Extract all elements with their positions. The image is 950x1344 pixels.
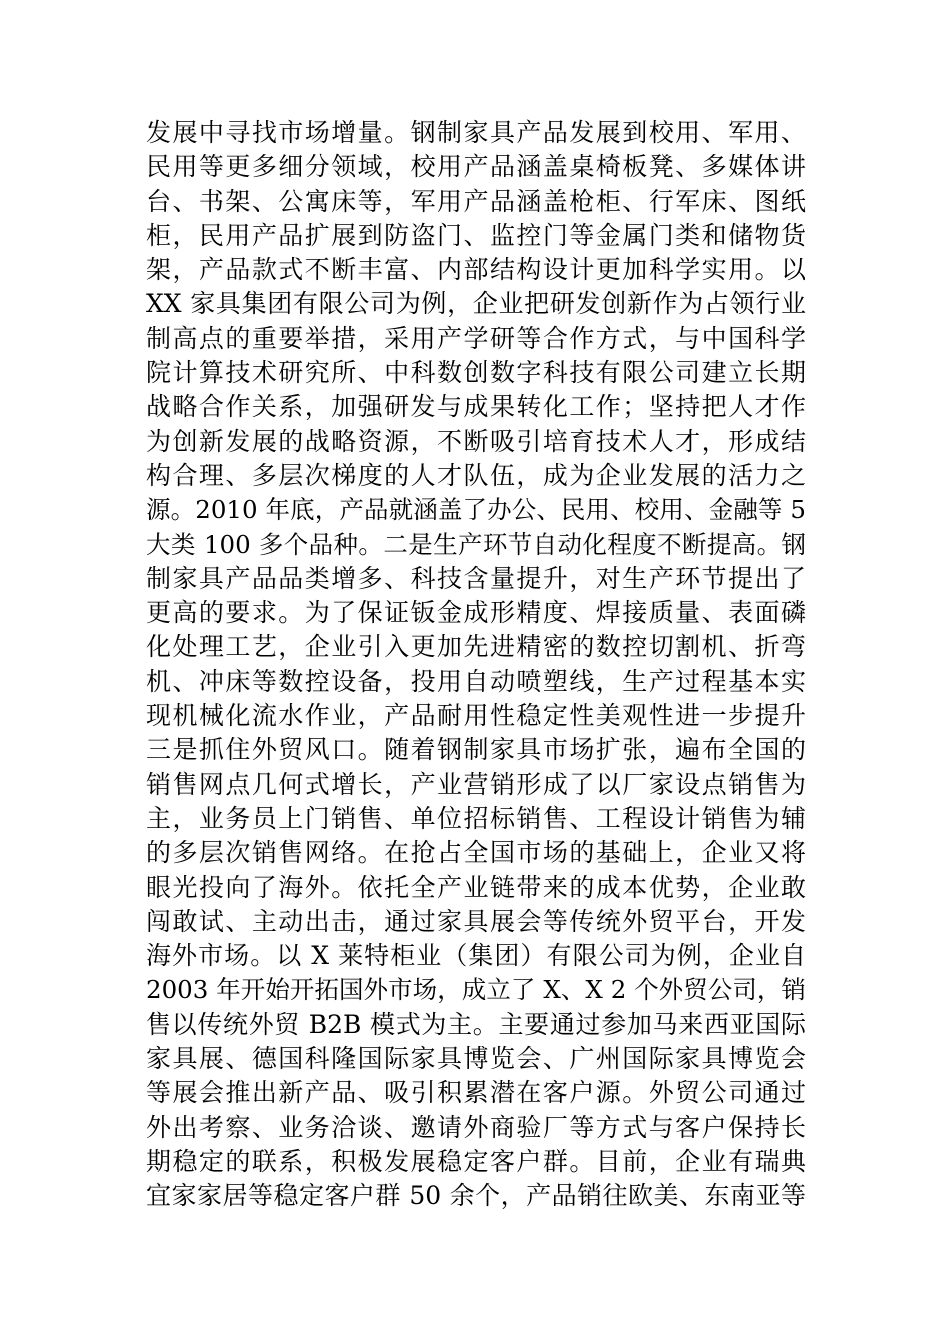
text-line-15: 更高的要求。为了保证钣金成形精度、焊接质量、表面磷 <box>146 598 806 628</box>
text-line-10: 为创新发展的战略资源，不断吸引培育技术人才，形成结 <box>146 426 806 456</box>
text-line-18: 现机械化流水作业，产品耐用性稳定性美观性进一步提升 <box>146 701 806 731</box>
text-line-30: 外出考察、业务洽谈、邀请外商验厂等方式与客户保持长 <box>146 1112 806 1142</box>
text-line-22: 的多层次销售网络。在抢占全国市场的基础上，企业又将 <box>146 838 806 868</box>
text-line-17: 机、冲床等数控设备，投用自动喷塑线，生产过程基本实 <box>146 666 806 696</box>
text-line-16: 化处理工艺，企业引入更加先进精密的数控切割机、折弯 <box>146 632 806 662</box>
text-line-25: 海外市场。以 X 莱特柜业（集团）有限公司为例，企业自 <box>146 941 806 971</box>
text-line-20: 销售网点几何式增长，产业营销形成了以厂家设点销售为 <box>146 769 806 799</box>
body-text <box>146 116 806 1214</box>
text-line-14: 制家具产品品类增多、科技含量提升，对生产环节提出了 <box>146 563 806 593</box>
text-line-8: 院计算技术研究所、中科数创数字科技有限公司建立长期 <box>146 358 806 388</box>
text-line-3: 台、书架、公寓床等，军用产品涵盖枪柜、行军床、图纸 <box>146 186 806 216</box>
text-line-7: 制高点的重要举措，采用产学研等合作方式，与中国科学 <box>146 323 806 353</box>
text-line-24: 闯敢试、主动出击，通过家具展会等传统外贸平台，开发 <box>146 906 806 936</box>
text-line-4: 柜，民用产品扩展到防盗门、监控门等金属门类和储物货 <box>146 220 806 250</box>
text-line-27: 售以传统外贸 B2B 模式为主。主要通过参加马来西亚国际 <box>146 1009 806 1039</box>
text-line-13: 大类 100 多个品种。二是生产环节自动化程度不断提高。钢 <box>146 529 806 559</box>
text-line-5: 架，产品款式不断丰富、内部结构设计更加科学实用。以 <box>146 255 806 285</box>
text-line-2: 民用等更多细分领域，校用产品涵盖桌椅板凳、多媒体讲 <box>146 152 806 182</box>
text-line-21: 主，业务员上门销售、单位招标销售、工程设计销售为辅 <box>146 803 806 833</box>
text-line-26: 2003 年开始开拓国外市场，成立了 X、X 2 个外贸公司，销 <box>146 975 806 1005</box>
text-line-32: 宜家家居等稳定客户群 50 余个，产品销往欧美、东南亚等 <box>146 1181 806 1211</box>
text-line-19: 三是抓住外贸风口。随着钢制家具市场扩张，遍布全国的 <box>146 735 806 765</box>
text-line-1: 发展中寻找市场增量。钢制家具产品发展到校用、军用、 <box>146 118 806 147</box>
text-line-31: 期稳定的联系，积极发展稳定客户群。目前，企业有瑞典 <box>146 1146 806 1176</box>
text-line-28: 家具展、德国科隆国际家具博览会、广州国际家具博览会 <box>146 1044 806 1074</box>
text-line-6: XX 家具集团有限公司为例，企业把研发创新作为占领行业 <box>146 289 806 319</box>
text-line-29: 等展会推出新产品、吸引积累潜在客户源。外贸公司通过 <box>146 1078 806 1108</box>
text-line-11: 构合理、多层次梯度的人才队伍，成为企业发展的活力之 <box>146 460 806 490</box>
text-line-12: 源。2010 年底，产品就涵盖了办公、民用、校用、金融等 5 <box>146 495 806 525</box>
text-line-9: 战略合作关系，加强研发与成果转化工作；坚持把人才作 <box>146 392 806 422</box>
text-line-23: 眼光投向了海外。依托全产业链带来的成本优势，企业敢 <box>146 872 806 902</box>
